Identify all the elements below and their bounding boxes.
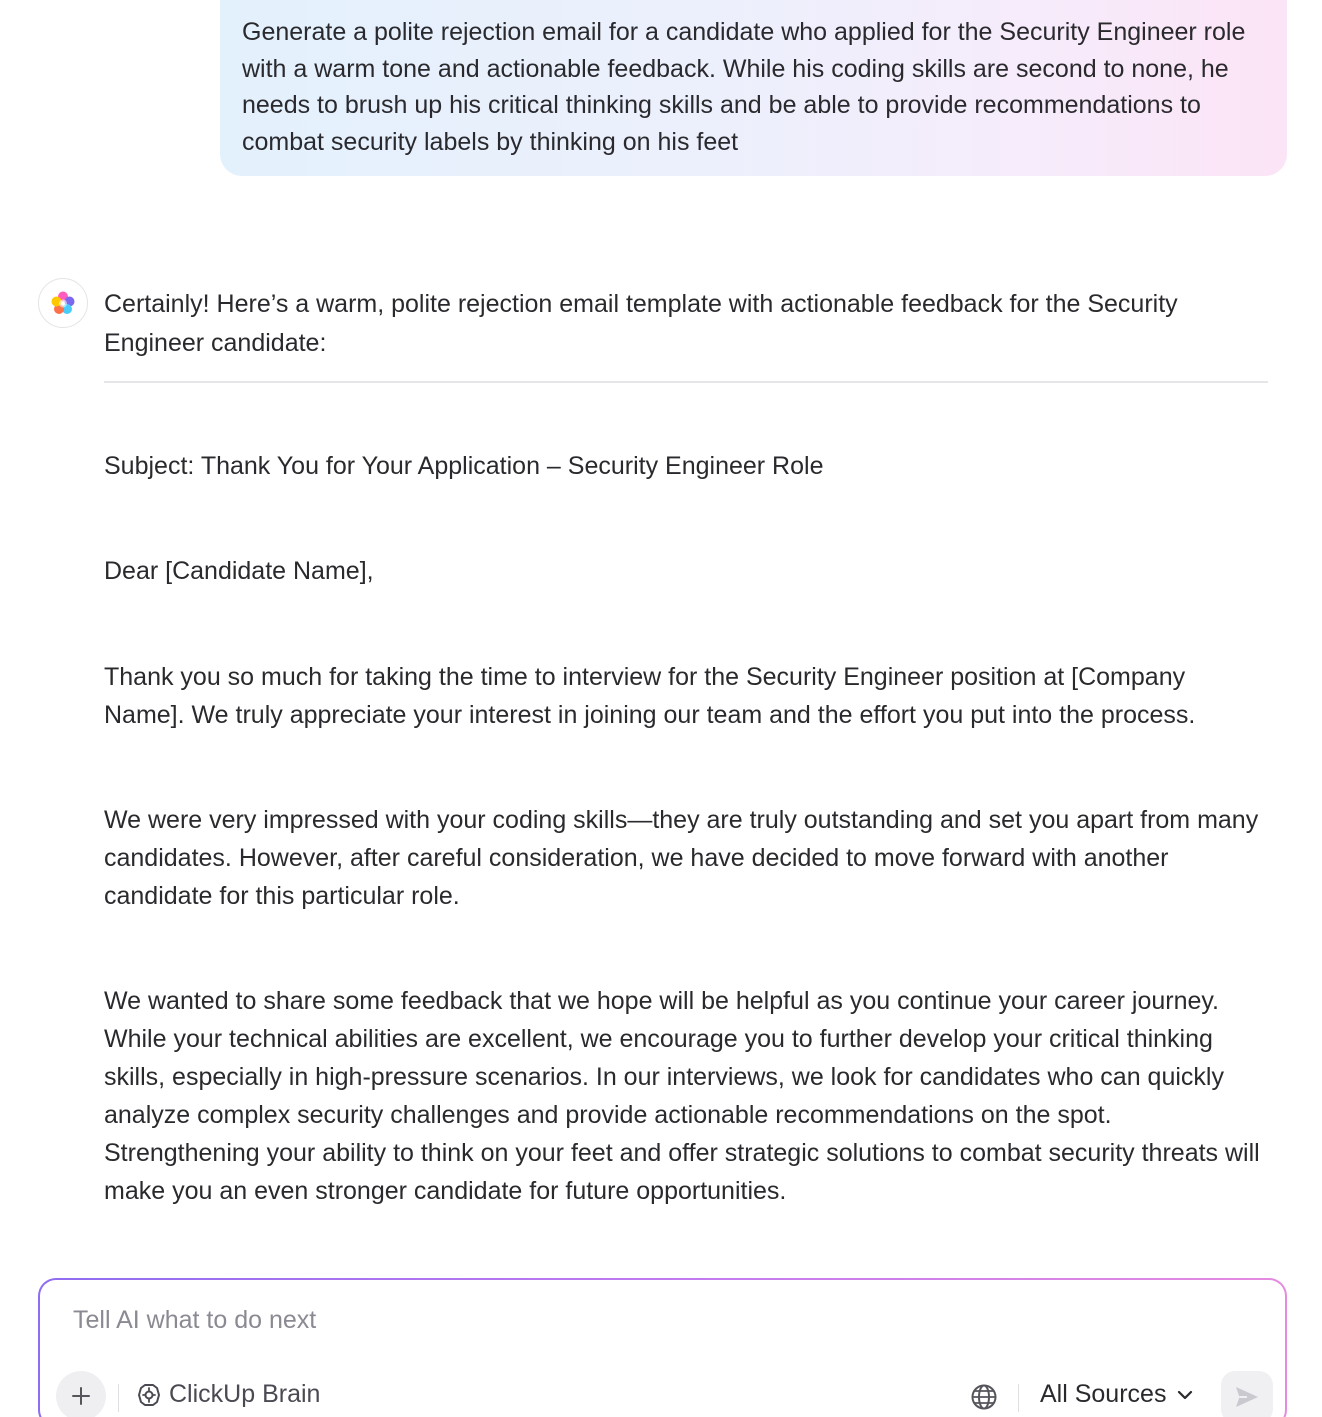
all-sources-dropdown[interactable] — [1040, 1380, 1194, 1409]
email-greeting: Dear [Candidate Name], — [104, 557, 374, 585]
email-paragraph: We wanted to share some feedback that we hope will be helpful as you continue your career journey. While your technical abilities are excellent, we encourage you to further develop your critical thinking skills, especially in high-pressure scenarios. In our interviews, we look for candidates who can quickly analyze complex security challenges and provide actionable recommendations on the spot. Strengthening your ability to think on your feet and offer strategic solutions to combat security threats will make you an even stronger candidate for future opportunities. — [104, 987, 1260, 1205]
email-paragraph: Thank you so much for taking the time to interview for the Security Engineer position at [Company Name]. We truly appreciate your interest in joining our team and the effort you put into the process. — [104, 663, 1196, 729]
all-sources-label: All Sources — [1040, 1380, 1167, 1408]
assistant-message — [104, 285, 1268, 383]
email-paragraph: We were very impressed with your coding skills—they are truly outstanding and set you apart from many candidates. However, after careful consideration, we have decided to move forward with another candidate for this particular role. — [104, 806, 1259, 910]
plus-icon — [70, 1385, 92, 1407]
add-button[interactable] — [56, 1371, 106, 1417]
chevron-down-icon — [1176, 1386, 1194, 1404]
send-icon — [1233, 1383, 1261, 1411]
assistant-intro-text: Certainly! Here’s a warm, polite rejection email template with actionable feedback for the Security Engineer candidate: — [104, 290, 1178, 357]
email-subject: Subject: Thank You for Your Application – Security Engineer Role — [104, 452, 824, 480]
globe-icon[interactable] — [969, 1382, 999, 1412]
divider — [104, 381, 1268, 383]
clickup-brain-label: ClickUp Brain — [169, 1380, 321, 1408]
brain-icon — [136, 1382, 162, 1408]
toolbar-separator — [1018, 1384, 1019, 1412]
prompt-input[interactable] — [73, 1306, 1223, 1335]
user-message-text: Generate a polite rejection email for a candidate who applied for the Security Engineer role with a warm tone and actionable feedback. While his coding skills are second to none, he needs to brush up his critical thinking skills and be able to provide recommendations to combat security labels by thinking on his feet — [242, 18, 1246, 156]
clickup-brain-selector[interactable] — [136, 1380, 320, 1409]
user-message-bubble — [220, 0, 1287, 176]
toolbar-separator — [118, 1384, 119, 1412]
send-button[interactable] — [1221, 1371, 1273, 1417]
ai-composer — [38, 1278, 1287, 1417]
clickup-brain-logo-icon — [38, 278, 88, 328]
